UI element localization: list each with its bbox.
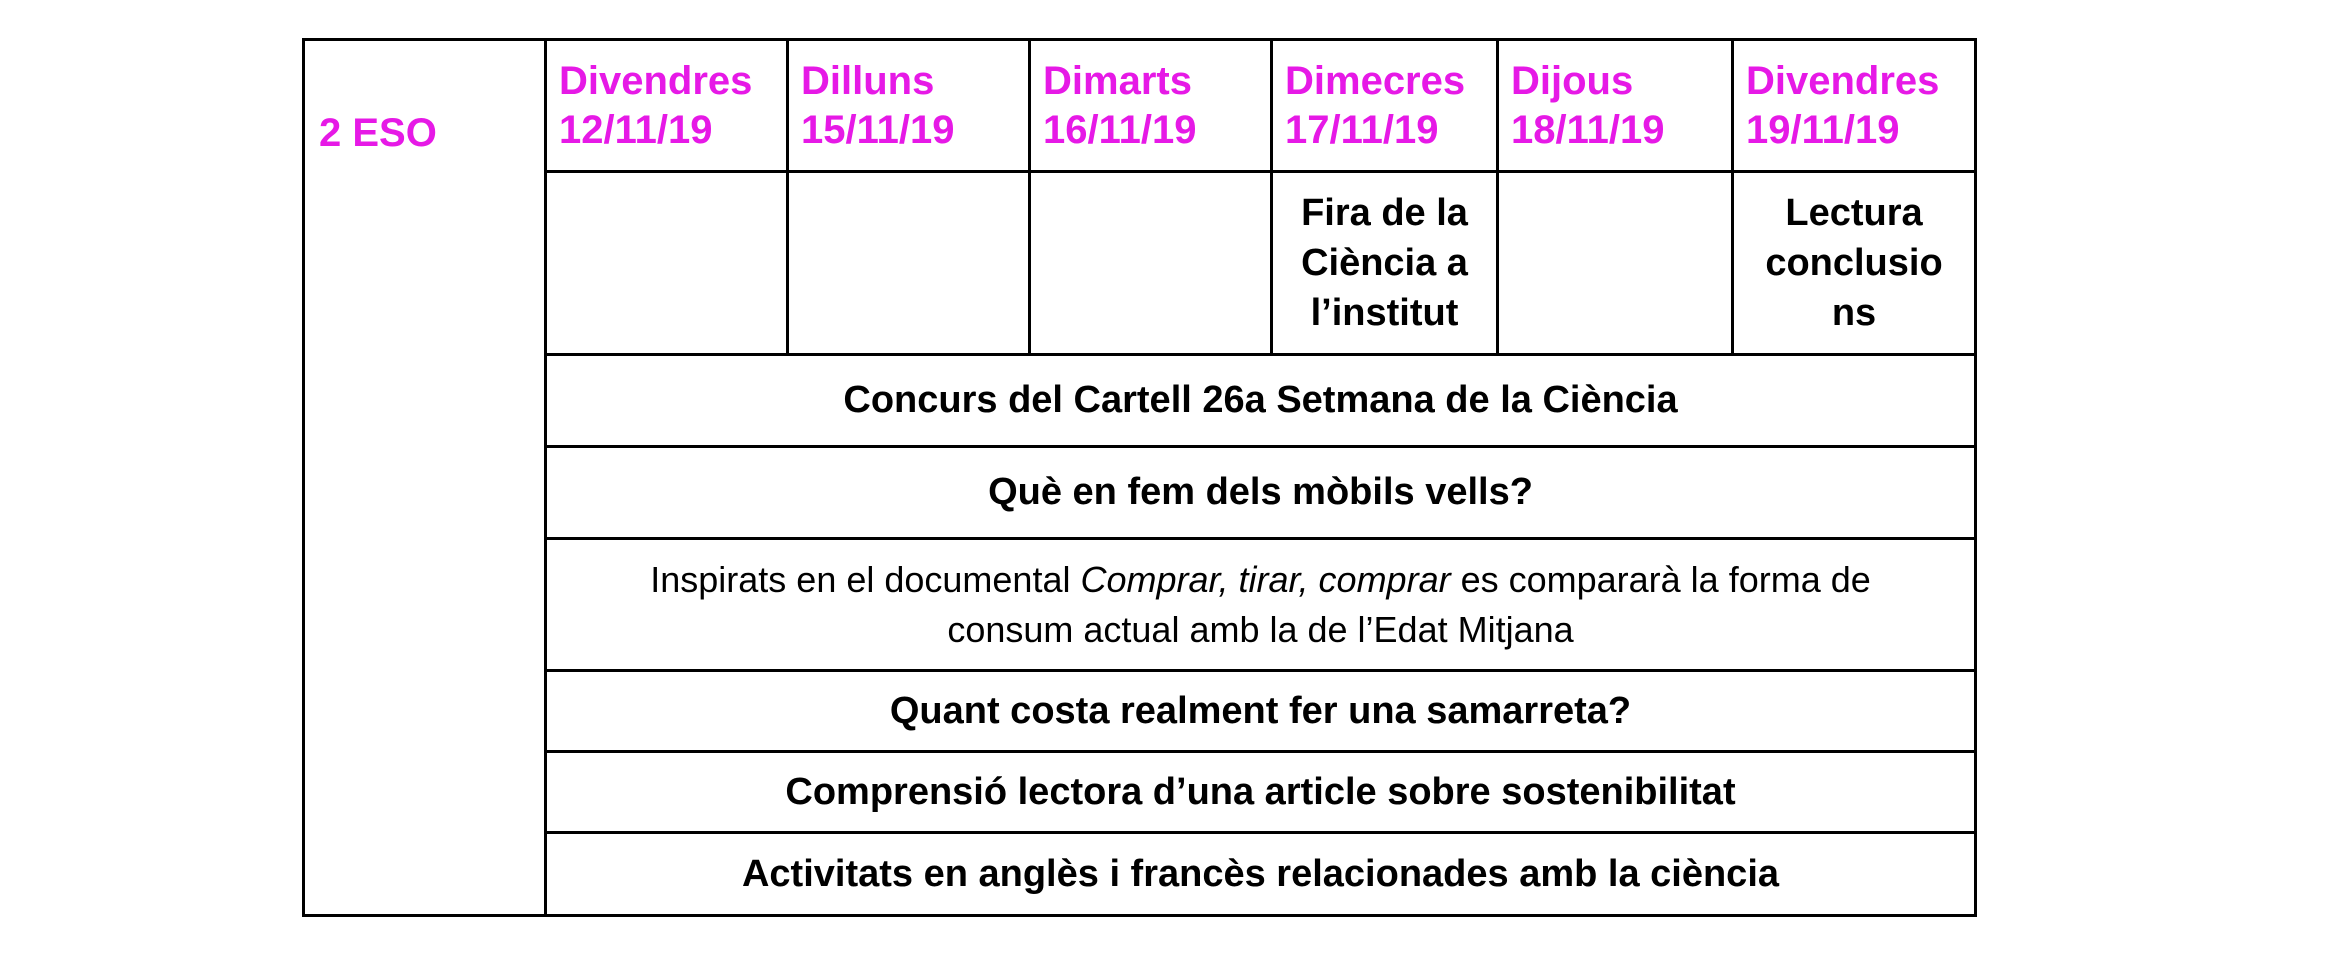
event-line: Lectura [1785,192,1923,234]
activity-old-phones: Què en fem dels mòbils vells? [546,447,1976,539]
day-header-4 [1272,40,1498,172]
event-cell-6 [1733,172,1976,355]
event-cell-1 [546,172,788,355]
event-cell-5 [1498,172,1733,355]
day-date: 19/11/19 [1746,107,1900,152]
day-header-5 [1498,40,1733,172]
day-header-1 [546,40,788,172]
day-date: 15/11/19 [801,107,955,152]
day-date: 12/11/19 [559,107,713,152]
activity-line: consum actual amb la de l’Edat Mitjana [947,608,1574,650]
activity-row [304,447,1976,539]
class-label: 2 ESO [304,40,546,916]
day-header-2 [788,40,1030,172]
event-line: Fira de la [1301,192,1468,234]
activity-line [587,555,1934,605]
activity-row [304,833,1976,916]
event-cell-2 [788,172,1030,355]
activity-reading-comprehension: Comprensió lectora d’una article sobre sostenibilitat [546,752,1976,833]
activity-documentary [546,539,1976,671]
activity-tshirt-cost: Quant costa realment fer una samarreta? [546,671,1976,752]
activity-languages: Activitats en anglès i francès relacionades amb la ciència [546,833,1976,916]
activity-row [304,671,1976,752]
event-line: ns [1831,292,1877,334]
day-name: Dimecres [1285,58,1466,103]
event-line: conclusio [1765,242,1943,284]
activity-poster-contest: Concurs del Cartell 26a Setmana de la Ciència [546,355,1976,447]
activity-text: es compararà la forma de [1450,558,1871,600]
header-row [304,40,1976,172]
event-line: l’institut [1310,292,1459,334]
event-line: Ciència a [1301,242,1468,284]
day-date: 18/11/19 [1511,107,1665,152]
day-date: 17/11/19 [1285,107,1439,152]
day-header-6 [1733,40,1976,172]
day-name: Dijous [1511,58,1634,103]
activity-text: Inspirats en el documental [650,558,1081,600]
day-date: 16/11/19 [1043,107,1197,152]
day-header-3 [1030,40,1272,172]
activity-row [304,355,1976,447]
day-name: Divendres [559,58,753,103]
day-name: Dilluns [801,58,935,103]
event-cell-4 [1272,172,1498,355]
schedule-table [302,38,1977,917]
day-name: Dimarts [1043,58,1192,103]
day-name: Divendres [1746,58,1940,103]
documentary-title: Comprar, tirar, comprar [1080,558,1451,600]
activity-row [304,752,1976,833]
event-cell-3 [1030,172,1272,355]
activity-row [304,539,1976,671]
events-row [304,172,1976,355]
